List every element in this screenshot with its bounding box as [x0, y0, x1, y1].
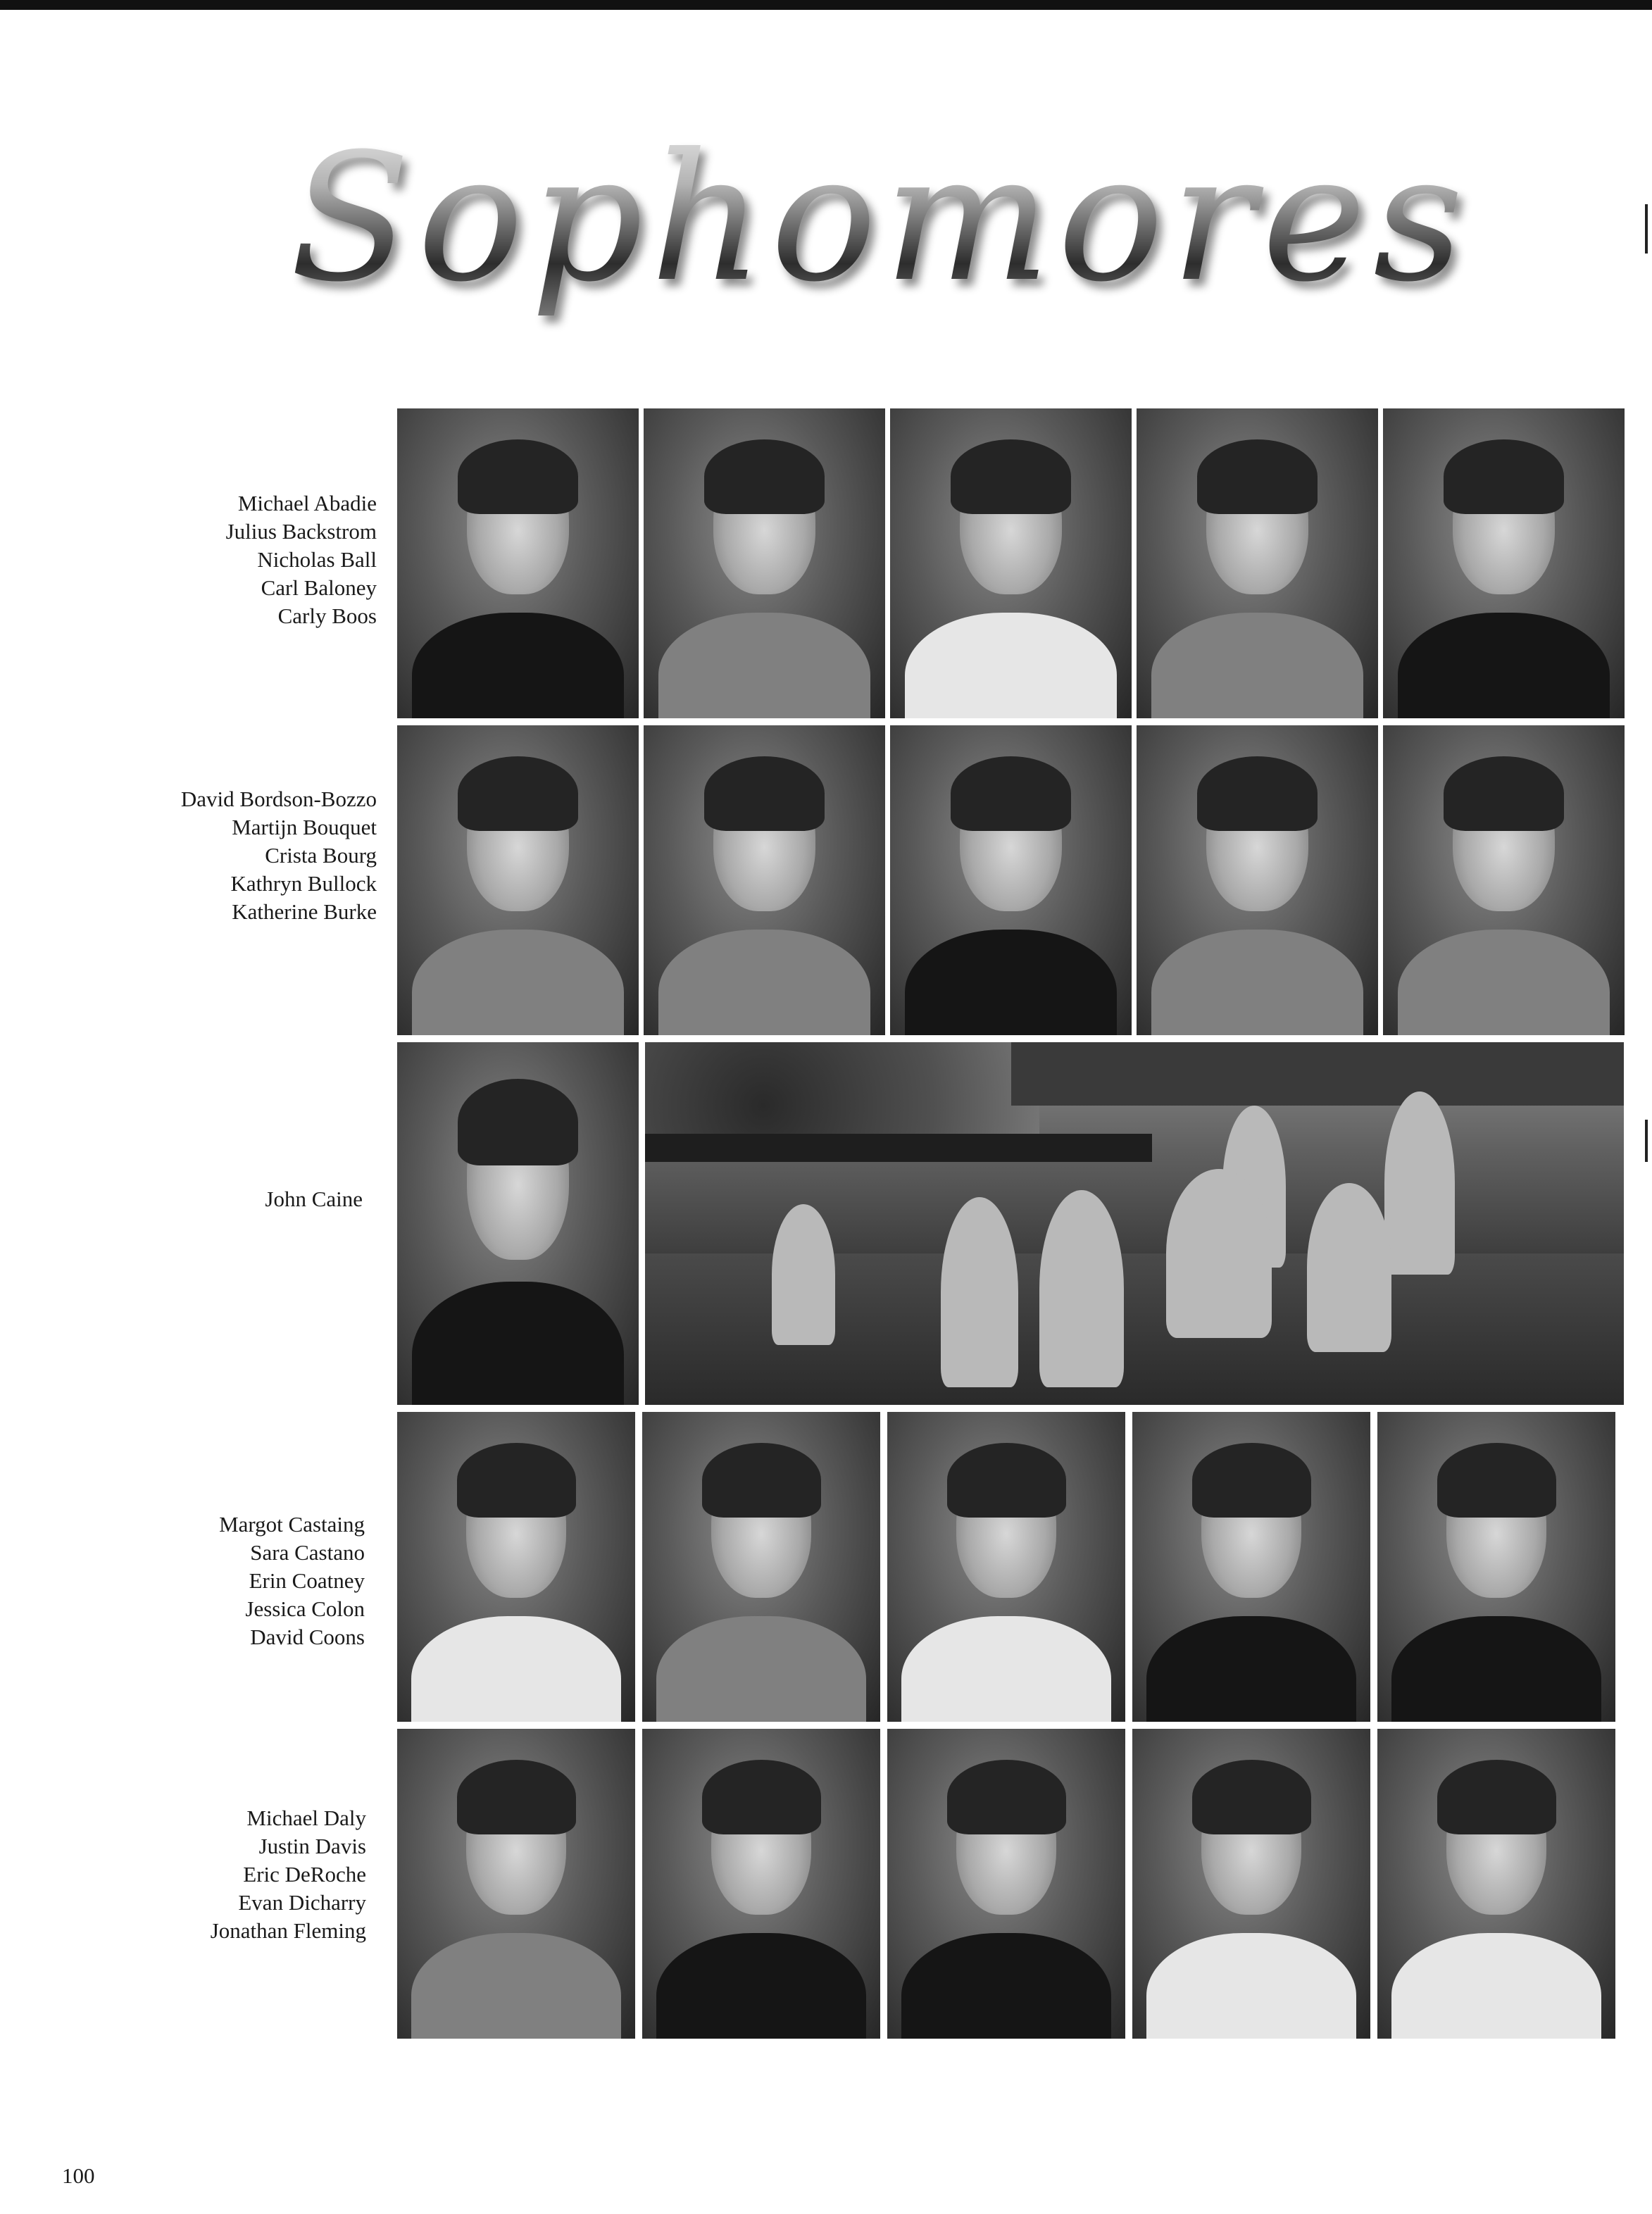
- student-portrait: [397, 1412, 635, 1722]
- student-portrait: [1132, 1729, 1370, 2039]
- candid-group-photo: [645, 1042, 1624, 1405]
- student-name: Kathryn Bullock: [230, 871, 377, 896]
- student-portrait: [1137, 725, 1378, 1035]
- page-title: Sophomores: [211, 106, 1549, 331]
- student-portrait: [397, 1729, 635, 2039]
- student-portrait: [887, 1412, 1125, 1722]
- student-portrait: [890, 408, 1132, 718]
- student-portrait: [642, 1729, 880, 2039]
- student-name: Katherine Burke: [232, 899, 377, 924]
- student-name: Justin Davis: [258, 1834, 366, 1858]
- student-name: Jonathan Fleming: [210, 1918, 366, 1943]
- student-portrait: [644, 408, 885, 718]
- student-portrait: [642, 1412, 880, 1722]
- student-name: Julius Backstrom: [225, 519, 377, 544]
- student-name: Crista Bourg: [265, 843, 377, 868]
- student-portrait: [887, 1729, 1125, 2039]
- student-portrait: [397, 725, 639, 1035]
- student-name: Margot Castaing: [219, 1512, 365, 1537]
- name-list-row-2: [70, 785, 377, 926]
- student-name: Erin Coatney: [249, 1568, 365, 1593]
- name-list-row-5: [70, 1804, 366, 1945]
- student-portrait: [644, 725, 885, 1035]
- student-portrait: [1137, 408, 1378, 718]
- top-border: [0, 0, 1652, 10]
- page-number: 100: [62, 2163, 95, 2188]
- student-portrait: [890, 725, 1132, 1035]
- student-name: Jessica Colon: [245, 1596, 365, 1621]
- student-name: Carl Baloney: [261, 575, 377, 600]
- student-portrait: [1383, 408, 1625, 718]
- student-portrait: [1377, 1412, 1615, 1722]
- student-portrait: [1383, 725, 1625, 1035]
- student-name: David Coons: [250, 1625, 365, 1649]
- name-list-row-3: [70, 1185, 363, 1213]
- edge-mark: [1645, 204, 1648, 254]
- name-list-row-4: [70, 1511, 365, 1651]
- student-name: Michael Abadie: [237, 491, 377, 515]
- student-name: Nicholas Ball: [257, 547, 377, 572]
- student-name: Evan Dicharry: [238, 1890, 366, 1915]
- name-list-row-1: [70, 489, 377, 630]
- student-portrait: [397, 408, 639, 718]
- student-name: Martijn Bouquet: [232, 815, 377, 839]
- student-name: David Bordson-Bozzo: [180, 787, 377, 811]
- student-name: Sara Castano: [250, 1540, 365, 1565]
- student-name: Eric DeRoche: [243, 1862, 366, 1887]
- student-name: John Caine: [265, 1187, 363, 1211]
- student-portrait: [397, 1042, 639, 1405]
- student-name: Michael Daly: [246, 1806, 366, 1830]
- student-portrait: [1377, 1729, 1615, 2039]
- student-name: Carly Boos: [277, 603, 377, 628]
- edge-mark: [1645, 1120, 1648, 1162]
- student-portrait: [1132, 1412, 1370, 1722]
